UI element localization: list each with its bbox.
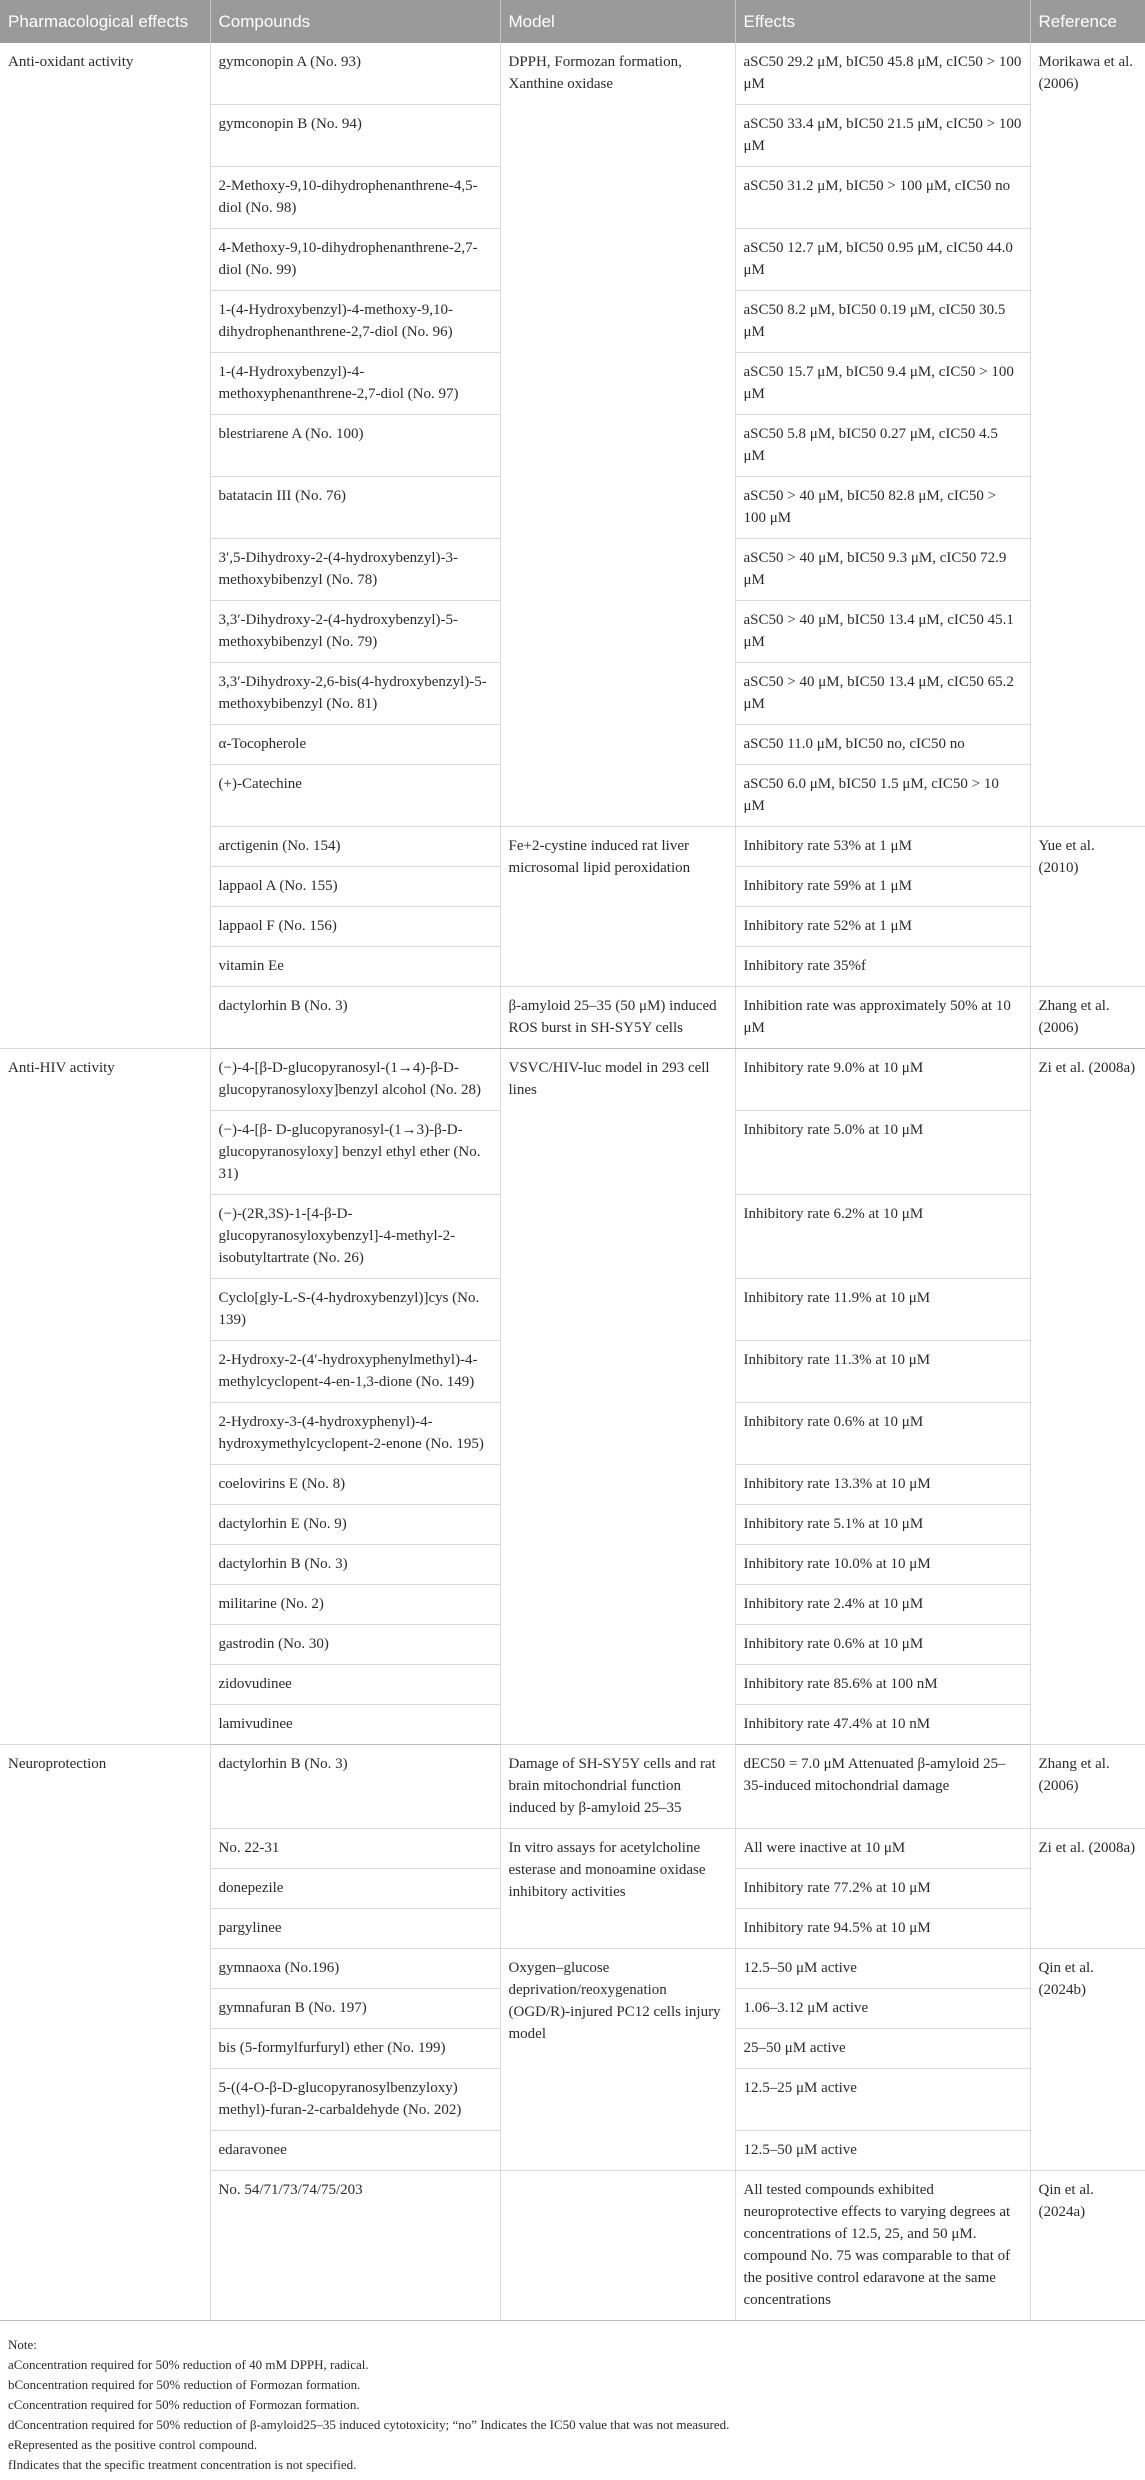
effect-cell: Inhibitory rate 52% at 1 μM <box>735 907 1030 947</box>
compound-cell: blestriarene A (No. 100) <box>210 415 500 477</box>
effect-cell: aSC50 > 40 μM, bIC50 13.4 μM, cIC50 65.2 μM <box>735 663 1030 725</box>
compound-cell: coelovirins E (No. 8) <box>210 1465 500 1505</box>
compound-cell: dactylorhin B (No. 3) <box>210 1745 500 1829</box>
compound-cell: No. 22-31 <box>210 1829 500 1869</box>
reference-cell: Yue et al. (2010) <box>1030 827 1145 987</box>
effect-cell: All were inactive at 10 μM <box>735 1829 1030 1869</box>
effect-cell: Inhibitory rate 35%f <box>735 947 1030 987</box>
compound-cell: No. 54/71/73/74/75/203 <box>210 2171 500 2321</box>
effect-cell: aSC50 5.8 μM, bIC50 0.27 μM, cIC50 4.5 μM <box>735 415 1030 477</box>
model-cell: Oxygen–glucose deprivation/reoxygenation (OGD/R)-injured PC12 cells injury model <box>500 1949 735 2171</box>
effect-cell: Inhibitory rate 0.6% at 10 μM <box>735 1403 1030 1465</box>
effect-cell: aSC50 6.0 μM, bIC50 1.5 μM, cIC50 > 10 μM <box>735 765 1030 827</box>
model-cell <box>500 2171 735 2321</box>
table-body <box>0 43 1145 2321</box>
effect-cell: Inhibitory rate 47.4% at 10 nM <box>735 1705 1030 1745</box>
effect-cell: aSC50 8.2 μM, bIC50 0.19 μM, cIC50 30.5 μM <box>735 291 1030 353</box>
compound-cell: 2-Hydroxy-2-(4′-hydroxyphenylmethyl)-4-methylcyclopent-4-en-1,3-dione (No. 149) <box>210 1341 500 1403</box>
compound-cell: lappaol A (No. 155) <box>210 867 500 907</box>
reference-cell: Qin et al. (2024a) <box>1030 2171 1145 2321</box>
compound-cell: dactylorhin E (No. 9) <box>210 1505 500 1545</box>
effect-cell: Inhibitory rate 11.9% at 10 μM <box>735 1279 1030 1341</box>
compound-cell: dactylorhin B (No. 3) <box>210 987 500 1049</box>
table-row <box>0 1049 1145 1111</box>
compound-cell: bis (5-formylfurfuryl) ether (No. 199) <box>210 2029 500 2069</box>
group-label: Anti-oxidant activity <box>0 43 210 1049</box>
note-line: eRepresented as the positive control compound. <box>8 2437 258 2452</box>
effect-cell: aSC50 31.2 μM, bIC50 > 100 μM, cIC50 no <box>735 167 1030 229</box>
model-cell: VSVC/HIV-luc model in 293 cell lines <box>500 1049 735 1745</box>
compound-cell: (−)-4-[β- D-glucopyranosyl-(1→3)-β-D-glucopyranosyloxy] benzyl ethyl ether (No. 31) <box>210 1111 500 1195</box>
compound-cell: 3,3′-Dihydroxy-2-(4-hydroxybenzyl)-5-methoxybibenzyl (No. 79) <box>210 601 500 663</box>
compound-cell: gymnaoxa (No.196) <box>210 1949 500 1989</box>
note-line: fIndicates that the specific treatment concentration is not specified. <box>8 2457 357 2472</box>
compound-cell: vitamin Ee <box>210 947 500 987</box>
compound-cell: militarine (No. 2) <box>210 1585 500 1625</box>
effect-cell: Inhibitory rate 5.0% at 10 μM <box>735 1111 1030 1195</box>
compound-cell: 3,3′-Dihydroxy-2,6-bis(4-hydroxybenzyl)-5-methoxybibenzyl (No. 81) <box>210 663 500 725</box>
effect-cell: aSC50 15.7 μM, bIC50 9.4 μM, cIC50 > 100 μM <box>735 353 1030 415</box>
effect-cell: Inhibitory rate 13.3% at 10 μM <box>735 1465 1030 1505</box>
reference-cell: Zi et al. (2008a) <box>1030 1049 1145 1745</box>
group-label: Neuroprotection <box>0 1745 210 2321</box>
table-notes <box>0 2320 1145 2475</box>
note-line: dConcentration required for 50% reduction of β-amyloid25–35 induced cytotoxicity; “no” Indicates the IC50 value that was not measured. <box>8 2417 730 2432</box>
group-label: Anti-HIV activity <box>0 1049 210 1745</box>
compound-cell: edaravonee <box>210 2131 500 2171</box>
compound-cell: Cyclo[gly-L-S-(4-hydroxybenzyl)]cys (No. 139) <box>210 1279 500 1341</box>
reference-cell: Zhang et al. (2006) <box>1030 987 1145 1049</box>
compound-cell: 1-(4-Hydroxybenzyl)-4-methoxyphenanthrene-2,7-diol (No. 97) <box>210 353 500 415</box>
reference-cell: Zi et al. (2008a) <box>1030 1829 1145 1949</box>
model-cell: DPPH, Formozan formation, Xanthine oxidase <box>500 43 735 827</box>
effect-cell: aSC50 12.7 μM, bIC50 0.95 μM, cIC50 44.0 μM <box>735 229 1030 291</box>
effect-cell: Inhibitory rate 53% at 1 μM <box>735 827 1030 867</box>
header-effect-values: Effects <box>735 0 1030 43</box>
effect-cell: Inhibitory rate 2.4% at 10 μM <box>735 1585 1030 1625</box>
effect-cell: 12.5–50 μM active <box>735 2131 1030 2171</box>
effect-cell: aSC50 > 40 μM, bIC50 13.4 μM, cIC50 45.1 μM <box>735 601 1030 663</box>
header-compounds: Compounds <box>210 0 500 43</box>
compound-cell: gastrodin (No. 30) <box>210 1625 500 1665</box>
effect-cell: Inhibition rate was approximately 50% at 10 μM <box>735 987 1030 1049</box>
compound-cell: zidovudinee <box>210 1665 500 1705</box>
compound-cell: 5-((4-O-β-D-glucopyranosylbenzyloxy) methyl)-furan-2-carbaldehyde (No. 202) <box>210 2069 500 2131</box>
compound-cell: 4-Methoxy-9,10-dihydrophenanthrene-2,7-diol (No. 99) <box>210 229 500 291</box>
compound-cell: (+)-Catechine <box>210 765 500 827</box>
compound-cell: 1-(4-Hydroxybenzyl)-4-methoxy-9,10-dihydrophenanthrene-2,7-diol (No. 96) <box>210 291 500 353</box>
compound-cell: lamivudinee <box>210 1705 500 1745</box>
compound-cell: 2-Methoxy-9,10-dihydrophenanthrene-4,5-diol (No. 98) <box>210 167 500 229</box>
header-reference: Reference <box>1030 0 1145 43</box>
model-cell: Damage of SH-SY5Y cells and rat brain mitochondrial function induced by β-amyloid 25–35 <box>500 1745 735 1829</box>
header-model: Model <box>500 0 735 43</box>
header-effects: Pharmacological effects <box>0 0 210 43</box>
effect-cell: aSC50 > 40 μM, bIC50 82.8 μM, cIC50 > 100 μM <box>735 477 1030 539</box>
compound-cell: lappaol F (No. 156) <box>210 907 500 947</box>
compound-cell: gymconopin A (No. 93) <box>210 43 500 105</box>
reference-cell: Zhang et al. (2006) <box>1030 1745 1145 1829</box>
model-cell: In vitro assays for acetylcholine esterase and monoamine oxidase inhibitory activities <box>500 1829 735 1949</box>
effect-cell: Inhibitory rate 9.0% at 10 μM <box>735 1049 1030 1111</box>
effect-cell: 12.5–50 μM active <box>735 1949 1030 1989</box>
effect-cell: Inhibitory rate 59% at 1 μM <box>735 867 1030 907</box>
effect-cell: Inhibitory rate 85.6% at 100 nM <box>735 1665 1030 1705</box>
compound-cell: (−)-(2R,3S)-1-[4-β-D-glucopyranosyloxybenzyl]-4-methyl-2-isobutyltartrate (No. 26) <box>210 1195 500 1279</box>
reference-cell: Morikawa et al. (2006) <box>1030 43 1145 827</box>
effect-cell: Inhibitory rate 94.5% at 10 μM <box>735 1909 1030 1949</box>
effect-cell: Inhibitory rate 6.2% at 10 μM <box>735 1195 1030 1279</box>
effect-cell: Inhibitory rate 11.3% at 10 μM <box>735 1341 1030 1403</box>
note-line: Note: <box>8 2337 37 2352</box>
reference-cell: Qin et al. (2024b) <box>1030 1949 1145 2171</box>
note-line: bConcentration required for 50% reduction of Formozan formation. <box>8 2377 361 2392</box>
compound-cell: gymnafuran B (No. 197) <box>210 1989 500 2029</box>
compound-cell: (−)-4-[β-D-glucopyranosyl-(1→4)-β-D-glucopyranosyloxy]benzyl alcohol (No. 28) <box>210 1049 500 1111</box>
effect-cell: All tested compounds exhibited neuroprotective effects to varying degrees at concentrations of 12.5, 25, and 50 μM. compound No. 75 was comparable to that of the positive control edaravone at the same concentrations <box>735 2171 1030 2321</box>
compound-cell: α-Tocopherole <box>210 725 500 765</box>
model-cell: Fe+2-cystine induced rat liver microsomal lipid peroxidation <box>500 827 735 987</box>
effect-cell: aSC50 > 40 μM, bIC50 9.3 μM, cIC50 72.9 μM <box>735 539 1030 601</box>
effect-cell: aSC50 11.0 μM, bIC50 no, cIC50 no <box>735 725 1030 765</box>
effect-cell: Inhibitory rate 77.2% at 10 μM <box>735 1869 1030 1909</box>
table-row <box>0 43 1145 105</box>
compound-cell: 2-Hydroxy-3-(4-hydroxyphenyl)-4-hydroxymethylcyclopent-2-enone (No. 195) <box>210 1403 500 1465</box>
header-row <box>0 0 1145 43</box>
model-cell: β-amyloid 25–35 (50 μM) induced ROS burst in SH-SY5Y cells <box>500 987 735 1049</box>
effect-cell: dEC50 = 7.0 μM Attenuated β-amyloid 25–35-induced mitochondrial damage <box>735 1745 1030 1829</box>
compound-cell: donepezile <box>210 1869 500 1909</box>
effect-cell: Inhibitory rate 5.1% at 10 μM <box>735 1505 1030 1545</box>
effect-cell: aSC50 33.4 μM, bIC50 21.5 μM, cIC50 > 100 μM <box>735 105 1030 167</box>
compound-cell: pargylinee <box>210 1909 500 1949</box>
effect-cell: 25–50 μM active <box>735 2029 1030 2069</box>
note-line: aConcentration required for 50% reduction of 40 mM DPPH, radical. <box>8 2357 369 2372</box>
compound-cell: gymconopin B (No. 94) <box>210 105 500 167</box>
note-line: cConcentration required for 50% reduction of Formozan formation. <box>8 2397 360 2412</box>
effect-cell: aSC50 29.2 μM, bIC50 45.8 μM, cIC50 > 100 μM <box>735 43 1030 105</box>
table-row <box>0 1745 1145 1829</box>
compound-cell: batatacin III (No. 76) <box>210 477 500 539</box>
effect-cell: Inhibitory rate 10.0% at 10 μM <box>735 1545 1030 1585</box>
compound-cell: dactylorhin B (No. 3) <box>210 1545 500 1585</box>
compound-cell: arctigenin (No. 154) <box>210 827 500 867</box>
effect-cell: 12.5–25 μM active <box>735 2069 1030 2131</box>
compound-cell: 3′,5-Dihydroxy-2-(4-hydroxybenzyl)-3-methoxybibenzyl (No. 78) <box>210 539 500 601</box>
effect-cell: Inhibitory rate 0.6% at 10 μM <box>735 1625 1030 1665</box>
effect-cell: 1.06–3.12 μM active <box>735 1989 1030 2029</box>
